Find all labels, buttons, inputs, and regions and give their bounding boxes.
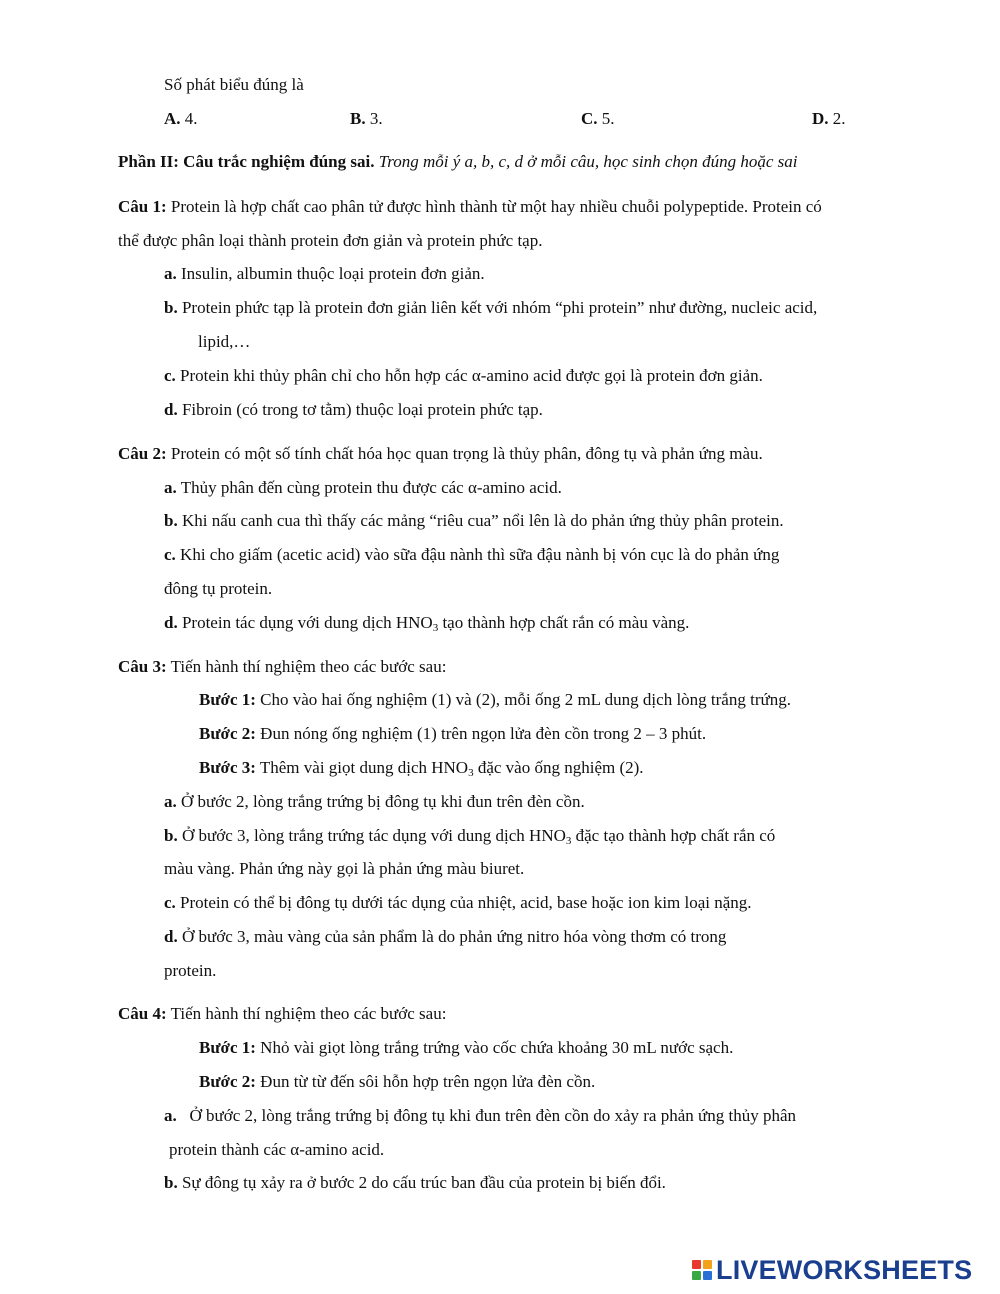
step-text: Đun từ từ đến sôi hỗn hợp trên ngọn lửa đèn cồn.: [255, 1072, 596, 1091]
item-label: b.: [164, 298, 178, 317]
q1-item-d: [164, 399, 543, 421]
q1-item-c: [164, 365, 763, 387]
item-label: c.: [164, 545, 176, 564]
q3-step-3: [199, 757, 644, 784]
item-text: Khi nấu canh cua thì thấy các mảng “riêu cua” nổi lên là do phản ứng thủy phân protein.: [177, 511, 784, 530]
q3-label: Câu 3:: [118, 657, 167, 676]
liveworksheets-logo: [692, 1255, 972, 1285]
option-c: [581, 108, 615, 130]
logo-square-green: [692, 1271, 701, 1280]
q1-item-b: [164, 297, 817, 319]
q3-step-2: [199, 723, 706, 745]
item-text: Fibroin (có trong tơ tằm) thuộc loại protein phức tạp.: [177, 400, 543, 419]
q2-item-d: [164, 612, 689, 639]
logo-text: LIVEWORKSHEETS: [716, 1254, 973, 1285]
q1-stem-cont: thể được phân loại thành protein đơn giản và protein phức tạp.: [118, 231, 543, 250]
logo-square-orange: [703, 1260, 712, 1269]
q1-label: Câu 1:: [118, 197, 167, 216]
item-text: Insulin, albumin thuộc loại protein đơn giản.: [176, 264, 485, 283]
part2-heading: [118, 151, 798, 173]
item-label: b.: [164, 511, 178, 530]
item-label: a.: [164, 1106, 177, 1125]
q2-label: Câu 2:: [118, 444, 167, 463]
q4-item-a: [164, 1105, 796, 1127]
item-label: d.: [164, 400, 178, 419]
step-label: Bước 1:: [199, 1038, 256, 1057]
q3-item-a: [164, 791, 585, 813]
option-label: D.: [812, 109, 829, 128]
q1-stem-text: Protein là hợp chất cao phân tử được hình thành từ một hay nhiều chuỗi polypeptide. Protein có: [166, 197, 822, 216]
option-b: [350, 108, 383, 130]
logo-mark-icon: [692, 1260, 712, 1280]
item-label: c.: [164, 893, 176, 912]
subscript: 3: [565, 835, 572, 847]
item-label: a.: [164, 264, 177, 283]
step-text: Cho vào hai ống nghiệm (1) và (2), mỗi ống 2 mL dung dịch lòng trắng trứng.: [255, 690, 791, 709]
q2-item-a: [164, 477, 562, 499]
q2-stem: [118, 443, 763, 465]
step-text: Đun nóng ống nghiệm (1) trên ngọn lửa đèn cồn trong 2 – 3 phút.: [255, 724, 707, 743]
step-label: Bước 3:: [199, 758, 256, 777]
q4-item-a-cont: protein thành các α-amino acid.: [169, 1140, 385, 1159]
q3-item-c: [164, 892, 752, 914]
item-text: Ở bước 2, lòng trắng trứng bị đông tụ khi đun trên đèn cồn.: [176, 792, 585, 811]
item-label: d.: [164, 613, 178, 632]
item-text: Ở bước 3, màu vàng của sản phẩm là do phản ứng nitro hóa vòng thơm có trong: [177, 927, 727, 946]
q4-step-2: [199, 1071, 595, 1093]
q2-item-c: [164, 544, 779, 566]
item-text: Ở bước 3, lòng trắng trứng tác dụng với dung dịch HNO: [177, 826, 566, 845]
item-label: d.: [164, 927, 178, 946]
step-label: Bước 1:: [199, 690, 256, 709]
option-text: 3.: [365, 109, 383, 128]
logo-square-red: [692, 1260, 701, 1269]
item-label: a.: [164, 792, 177, 811]
q3-stem: [118, 656, 446, 678]
item-text: Protein tác dụng với dung dịch HNO: [177, 613, 433, 632]
item-text: Protein có thể bị đông tụ dưới tác dụng của nhiệt, acid, base hoặc ion kim loại nặng.: [175, 893, 752, 912]
item-text: Sự đông tụ xảy ra ở bước 2 do cấu trúc ban đầu của protein bị biến đổi.: [177, 1173, 666, 1192]
subscript: 3: [432, 622, 439, 634]
item-text: Protein phức tạp là protein đơn giản liên kết với nhóm “phi protein” như đường, nucleic acid,: [177, 298, 818, 317]
item-text: Ở bước 2, lòng trắng trứng bị đông tụ khi đun trên đèn cồn do xảy ra phản ứng thủy phân: [176, 1106, 796, 1125]
item-text-post: đặc tạo thành hợp chất rắn có: [571, 826, 776, 845]
q2-item-c-cont: đông tụ protein.: [164, 579, 273, 598]
part2-title: Phần II: Câu trắc nghiệm đúng sai.: [118, 152, 375, 171]
q2-stem-text: Protein có một số tính chất hóa học quan trọng là thủy phân, đông tụ và phản ứng màu.: [166, 444, 763, 463]
q2-item-b: [164, 510, 784, 532]
item-text: Khi cho giấm (acetic acid) vào sữa đậu nành thì sữa đậu nành bị vón cục là do phản ứng: [175, 545, 780, 564]
item-label: b.: [164, 1173, 178, 1192]
q4-step-1: [199, 1037, 733, 1059]
logo-square-blue: [703, 1271, 712, 1280]
q4-label: Câu 4:: [118, 1004, 167, 1023]
option-text: 5.: [597, 109, 615, 128]
item-text: Thủy phân đến cùng protein thu được các α-amino acid.: [176, 478, 562, 497]
step-text: Nhỏ vài giọt lòng trắng trứng vào cốc chứa khoảng 30 mL nước sạch.: [255, 1038, 734, 1057]
item-label: c.: [164, 366, 176, 385]
q1-item-b-cont: lipid,…: [198, 332, 251, 351]
q3-item-d-cont: protein.: [164, 961, 217, 980]
item-text-post: tạo thành hợp chất rắn có màu vàng.: [438, 613, 690, 632]
part2-instruction: Trong mỗi ý a, b, c, d ở mỗi câu, học sinh chọn đúng hoặc sai: [374, 152, 798, 171]
option-text: 2.: [828, 109, 846, 128]
step-label: Bước 2:: [199, 724, 256, 743]
option-label: B.: [350, 109, 366, 128]
q4-stem-text: Tiến hành thí nghiệm theo các bước sau:: [166, 1004, 447, 1023]
item-label: b.: [164, 826, 178, 845]
step-text: Thêm vài giọt dung dịch HNO: [255, 758, 469, 777]
q4-item-b: [164, 1172, 666, 1194]
option-label: A.: [164, 109, 181, 128]
subscript: 3: [468, 767, 474, 779]
q3-item-d: [164, 926, 726, 948]
step-text-post: đặc vào ống nghiệm (2).: [473, 758, 644, 777]
item-label: a.: [164, 478, 177, 497]
option-a: [164, 108, 198, 130]
option-label: C.: [581, 109, 598, 128]
intro-question: Số phát biểu đúng là: [164, 75, 304, 94]
option-text: 4.: [180, 109, 198, 128]
item-text: Protein khi thủy phân chỉ cho hỗn hợp các α-amino acid được gọi là protein đơn giản.: [175, 366, 763, 385]
q3-step-1: [199, 689, 791, 711]
option-d: [812, 108, 846, 130]
q4-stem: [118, 1003, 446, 1025]
q3-stem-text: Tiến hành thí nghiệm theo các bước sau:: [166, 657, 447, 676]
q1-stem: [118, 196, 822, 218]
q3-item-b: [164, 825, 775, 852]
q1-item-a: [164, 263, 485, 285]
step-label: Bước 2:: [199, 1072, 256, 1091]
q3-item-b-cont: màu vàng. Phản ứng này gọi là phản ứng màu biuret.: [164, 859, 525, 878]
